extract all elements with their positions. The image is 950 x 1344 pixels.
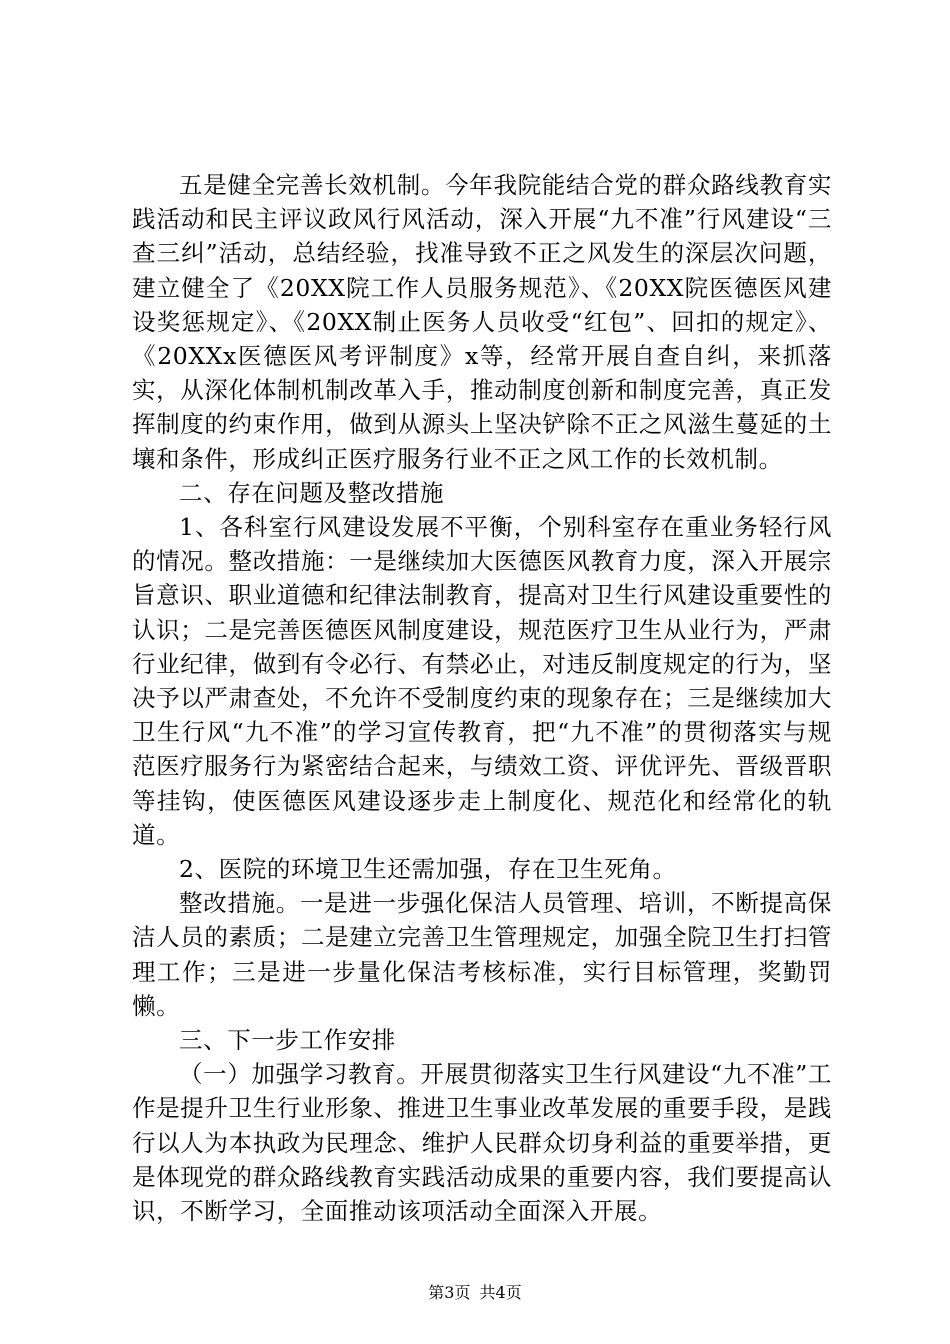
paragraph-rectification: 整改措施。一是进一步强化保洁人员管理、培训，不断提高保洁人员的素质；二是建立完善卫生管理规定，加强全院卫生打扫管理工作；三是进一步量化保洁考核标准，实行目标管理，奖勤罚懒。 [132,889,832,1020]
page-total: 共4页 [479,1283,522,1302]
paragraph-problem-1: 1、各科室行风建设发展不平衡，个别科室存在重业务轻行风的情况。整改措施：一是继续加大医德医风教育力度，深入开展宗旨意识、职业道德和纪律法制教育，提高对卫生行风建设重要性的认识；二是完善医德医风制度建设，规范医疗卫生从业行为，严肃行业纪律，做到有令必行、有禁必止，对违反制度规定的行为，坚决予以严肃查处，不允许不受制度约束的现象存在；三是继续加大卫生行风“九不准”的学习宣传教育，把“九不准”的贯彻落实与规范医疗服务行为紧密结合起来，与绩效工资、评优评先、晋级晋职等挂钩，使医德医风建设逐步走上制度化、规范化和经常化的轨道。 [132,513,832,849]
page-number: 第3页 [428,1283,471,1302]
document-body [132,168,832,1228]
section-heading-next-steps: 三、下一步工作安排 [179,1026,396,1055]
paragraph-problem-2: 2、医院的环境卫生还需加强，存在卫生死角。 [179,855,677,884]
section-heading-problems: 二、存在问题及整改措施 [179,478,445,507]
paragraph-long-term-mechanism: 五是健全完善长效机制。今年我院能结合党的群众路线教育实践活动和民主评议政风行风活动，深入开展“九不准”行风建设“三查三纠”活动，总结经验，找准导致不正之风发生的深层次问题，建立健全了《20XX院工作人员服务规范》、《20XX院医德医风建设奖惩规定》、《20XX制止医务人员收受“红包”、回扣的规定》、《20XXx医德医风考评制度》x等，经常开展自查自纠，来抓落实，从深化体制机制改革入手，推动制度创新和制度完善，真正发挥制度的约束作用，做到从源头上坚决铲除不正之风滋生蔓延的土壤和条件，形成纠正医疗服务行业不正之风工作的长效机制。 [132,171,832,473]
paragraph-study-education: （一）加强学习教育。开展贯彻落实卫生行风建设“九不准”工作是提升卫生行业形象、推进卫生事业改革发展的重要手段，是践行以人为本执政为民理念、维护人民群众切身利益的重要举措，更是体现党的群众路线教育实践活动成果的重要内容，我们要提高认识，不断学习，全面推动该项活动全面深入开展。 [132,1060,832,1226]
page-footer [0,1283,950,1303]
